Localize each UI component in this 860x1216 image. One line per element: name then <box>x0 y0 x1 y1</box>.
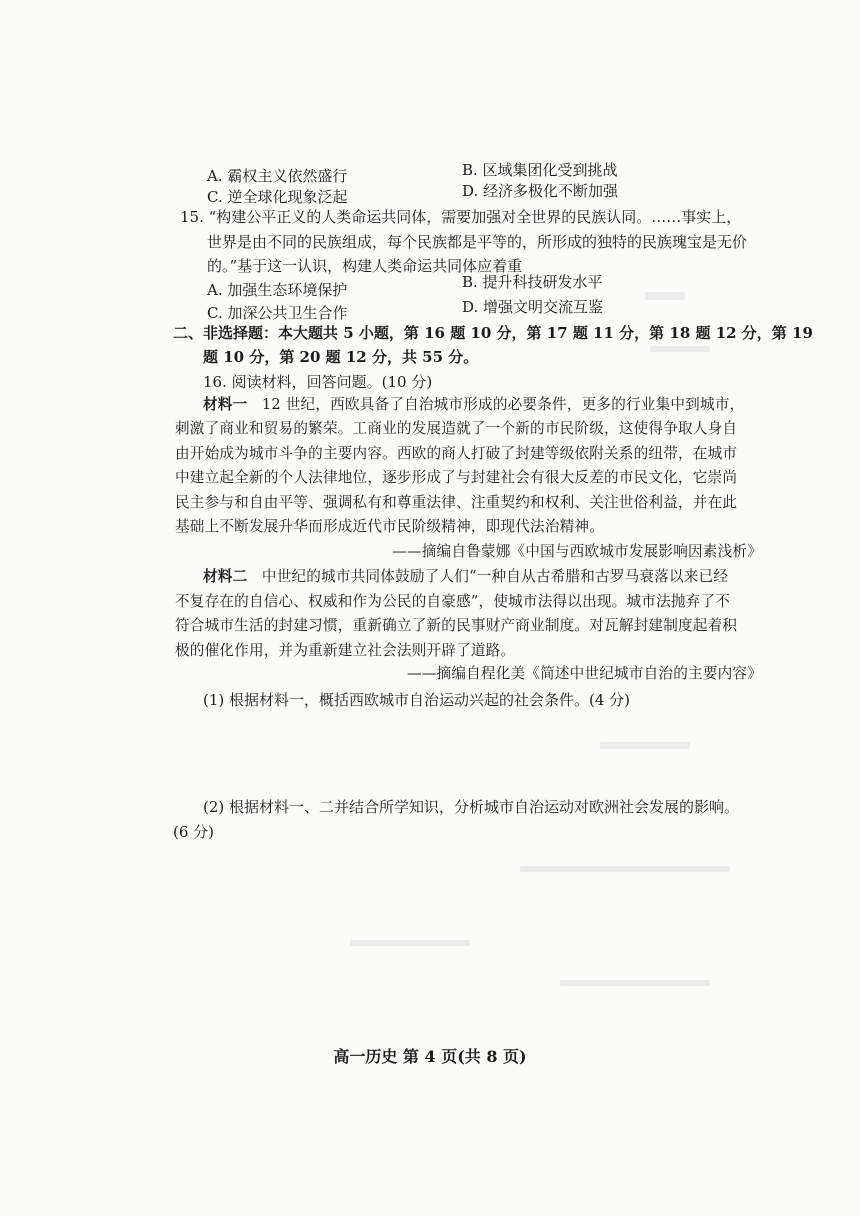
q16-subquestion-1: (1) 根据材料一，概括西欧城市自治运动兴起的社会条件。(4 分) <box>203 691 631 709</box>
material-1-text: 12 世纪，西欧具备了自治城市形成的必要条件，更多的行业集中到城市， <box>261 396 745 413</box>
q16-stem: 16. 阅读材料，回答问题。(10 分) <box>203 373 433 391</box>
q14-option-d: D. 经济多极化不断加强 <box>462 182 619 200</box>
section-heading-line-1: 二、非选择题：本大题共 5 小题，第 16 题 10 分，第 17 题 11 分，第 18 题 12 分，第 19 <box>173 324 813 342</box>
q14-option-c: C. 逆全球化现象泛起 <box>207 188 348 206</box>
q15-option-d: D. 增强文明交流互鉴 <box>462 298 604 316</box>
q15-option-c: C. 加深公共卫生合作 <box>207 304 348 322</box>
material-2-label: 材料二 <box>203 568 248 585</box>
bleed-through-mark <box>645 292 685 300</box>
page-footer: 高一历史 第 4 页(共 8 页) <box>333 1047 527 1066</box>
material-1-line-2: 刺激了商业和贸易的繁荣。工商业的发展造就了一个新的市民阶级，这使得争取人身自 <box>175 420 738 437</box>
material-1-line-6: 基础上不断发展升华而形成近代市民阶级精神，即现代法治精神。 <box>175 518 605 535</box>
q15-stem-line-1: 15. “构建公平正义的人类命运共同体，需要加强对全世界的民族认同。……事实上， <box>180 208 742 226</box>
q14-option-b: B. 区域集团化受到挑战 <box>462 161 618 179</box>
q15-option-a: A. 加强生态环境保护 <box>207 281 348 299</box>
bleed-through-mark <box>350 940 470 946</box>
material-2-line-3: 符合城市生活的封建习惯，重新确立了新的民事财产商业制度。对瓦解封建制度起着积 <box>175 617 738 634</box>
material-1-source: ——摘编自鲁蒙娜《中国与西欧城市发展影响因素浅析》 <box>392 543 762 560</box>
material-1-label: 材料一 <box>203 396 248 413</box>
material-1-line-4: 中建立起全新的个人法律地位，逐步形成了与封建社会有很大反差的市民文化，它崇尚 <box>175 469 738 486</box>
material-2-line-4: 极的催化作用，并为重新建立社会法则开辟了道路。 <box>175 642 516 659</box>
material-2-source: ——摘编自程化美《简述中世纪城市自治的主要内容》 <box>406 665 762 682</box>
material-2-line-2: 不复存在的自信心、权威和作为公民的自豪感”，使城市法得以出现。城市法抛弃了不 <box>175 593 731 610</box>
material-1-line-1 <box>203 395 793 415</box>
bleed-through-mark <box>600 742 690 749</box>
bleed-through-mark <box>560 980 710 986</box>
bleed-through-mark <box>520 866 730 872</box>
q16-subquestion-2-line-1: (2) 根据材料一、二并结合所学知识，分析城市自治运动对欧洲社会发展的影响。 <box>203 798 740 816</box>
q15-option-b: B. 提升科技研发水平 <box>462 273 603 291</box>
q16-subquestion-2-line-2: (6 分) <box>173 823 215 841</box>
q15-stem-line-2: 世界是由不同的民族组成，每个民族都是平等的，所形成的独特的民族瑰宝是无价 <box>207 233 748 251</box>
q15-stem-line-3: 的。”基于这一认识，构建人类命运共同体应着重 <box>207 257 523 275</box>
material-2-line-1 <box>203 567 793 587</box>
material-2-text: 中世纪的城市共同体鼓励了人们“一种自从古希腊和古罗马衰落以来已经 <box>261 568 729 585</box>
material-1-line-5: 民主参与和自由平等、强调私有和尊重法律、注重契约和权利、关注世俗利益，并在此 <box>175 494 738 511</box>
q14-option-a: A. 霸权主义依然盛行 <box>207 167 348 185</box>
section-heading-line-2: 题 10 分，第 20 题 12 分，共 55 分。 <box>203 348 479 366</box>
material-1-line-3: 由开始成为城市斗争的主要内容。西欧的商人打破了封建等级依附关系的纽带，在城市 <box>175 445 738 462</box>
